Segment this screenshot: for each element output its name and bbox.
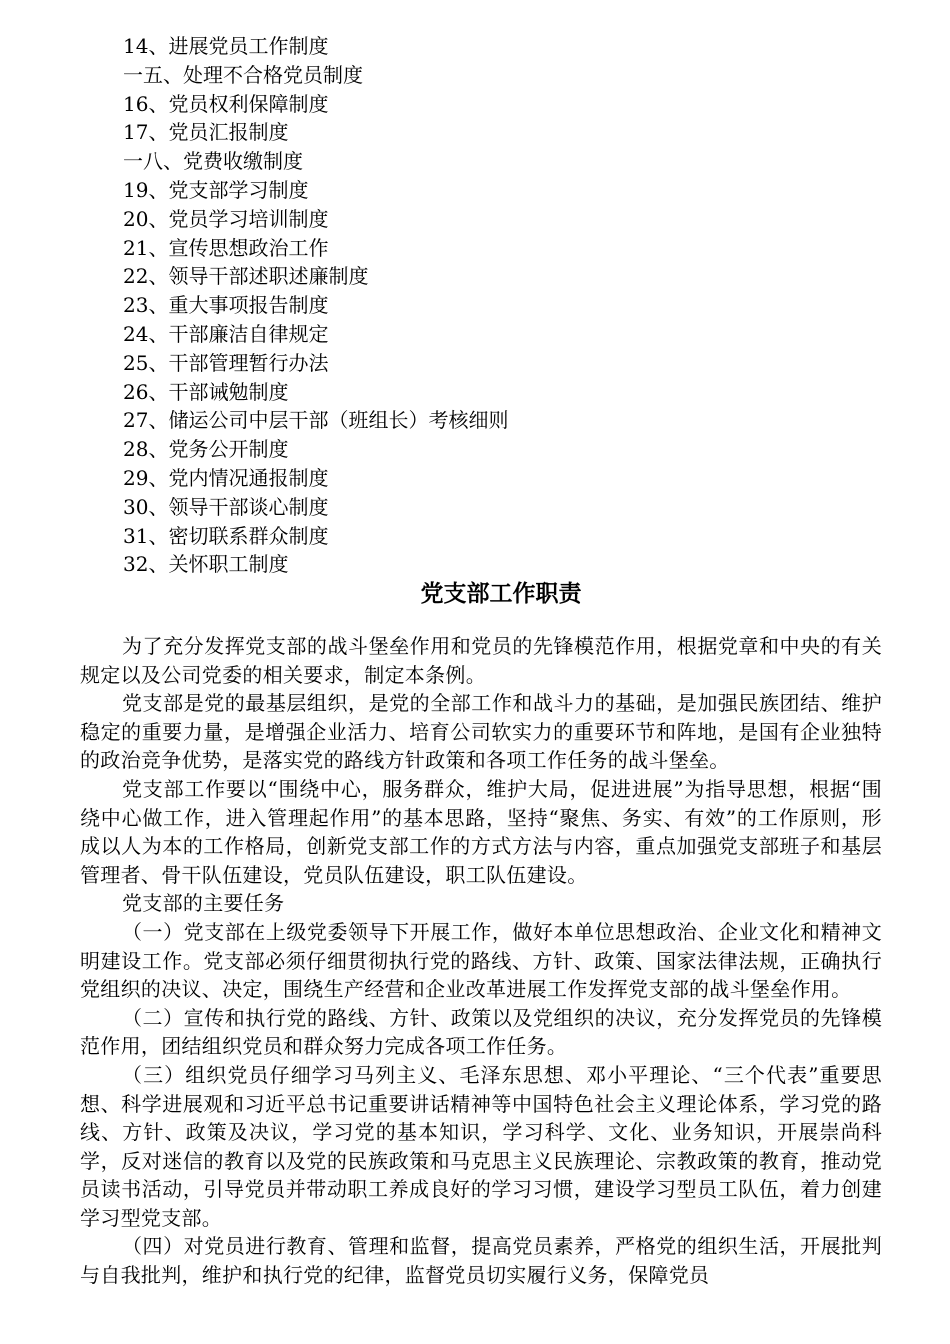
paragraph: 党支部工作要以“围绕中心，服务群众，维护大局，促进进展”为指导思想，根据“围绕中心做工作，进入管理起作用”的基本思路，坚持“聚焦、务实、有效”的工作原则，形成以人为本的工作格局，创新党支部工作的方式方法与内容，重点加强党支部班子和基层管理者、骨干队伍建设，党员队伍建设，职工队伍建设。 — [80, 776, 882, 887]
subheading: 党支部的主要任务 — [122, 891, 285, 916]
list-item: 24、干部廉洁自律规定 — [123, 321, 329, 346]
paragraph: （二）宣传和执行党的路线、方针、政策以及党组织的决议，充分发挥党员的先锋模范作用，团结组织党员和群众努力完成各项工作任务。 — [80, 1005, 882, 1059]
regulation-list — [123, 32, 863, 579]
section-title: 党支部工作职责 — [420, 581, 582, 607]
list-item: 27、储运公司中层干部（班组长）考核细则 — [123, 408, 509, 433]
paragraph: （四）对党员进行教育、管理和监督，提高党员素养，严格党的组织生活，开展批判与自我批判，维护和执行党的纪律，监督党员切实履行义务，保障党员 — [80, 1234, 882, 1288]
list-item: 23、重大事项报告制度 — [123, 293, 329, 318]
paragraph: 党支部是党的最基层组织，是党的全部工作和战斗力的基础，是加强民族团结、维护稳定的重要力量，是增强企业活力、培育公司软实力的重要环节和阵地，是国有企业独特的政治竞争优势，是落实党的路线方针政策和各项工作任务的战斗堡垒。 — [80, 691, 882, 773]
paragraph: （一）党支部在上级党委领导下开展工作，做好本单位思想政治、企业文化和精神文明建设工作。党支部必须仔细贯彻执行党的路线、方针、政策、国家法律法规，正确执行党组织的决议、决定，围绕生产经营和企业改革进展工作发挥党支部的战斗堡垒作用。 — [80, 919, 882, 1002]
list-item: 16、党员权利保障制度 — [123, 91, 329, 116]
list-item: 29、党内情况通报制度 — [123, 465, 329, 490]
list-item: 21、宣传思想政治工作 — [123, 235, 329, 260]
list-item: 一八、党费收缴制度 — [123, 149, 303, 174]
list-item: 20、党员学习培训制度 — [123, 206, 329, 231]
list-item: 22、领导干部述职述廉制度 — [123, 264, 369, 289]
section-body — [80, 632, 882, 1290]
list-item: 25、干部管理暂行办法 — [123, 350, 329, 375]
list-item: 17、党员汇报制度 — [123, 120, 289, 145]
list-item: 31、密切联系群众制度 — [123, 523, 329, 548]
list-item: 30、领导干部谈心制度 — [123, 494, 329, 519]
list-item: 26、干部诫勉制度 — [123, 379, 289, 404]
paragraph: （三）组织党员仔细学习马列主义、毛泽东思想、邓小平理论、“三个代表”重要思想、科学进展观和习近平总书记重要讲话精神等中国特色社会主义理论体系，学习党的路线、方针、政策及决议，学习党的基本知识，学习科学、文化、业务知识，开展崇尚科学，反对迷信的教育以及党的民族政策和马克思主义民族理论、宗教政策的教育，推动党员读书活动，引导党员并带动职工养成良好的学习习惯，建设学习型员工队伍，着力创建学习型党支部。 — [80, 1062, 882, 1230]
list-item: 32、关怀职工制度 — [123, 552, 289, 577]
list-item: 一五、处理不合格党员制度 — [123, 62, 363, 87]
list-item: 14、进展党员工作制度 — [123, 34, 329, 58]
paragraph: 为了充分发挥党支部的战斗堡垒作用和党员的先锋模范作用，根据党章和中央的有关规定以及公司党委的相关要求，制定本条例。 — [80, 634, 882, 687]
list-item: 28、党务公开制度 — [123, 437, 289, 462]
list-item: 19、党支部学习制度 — [123, 177, 309, 202]
